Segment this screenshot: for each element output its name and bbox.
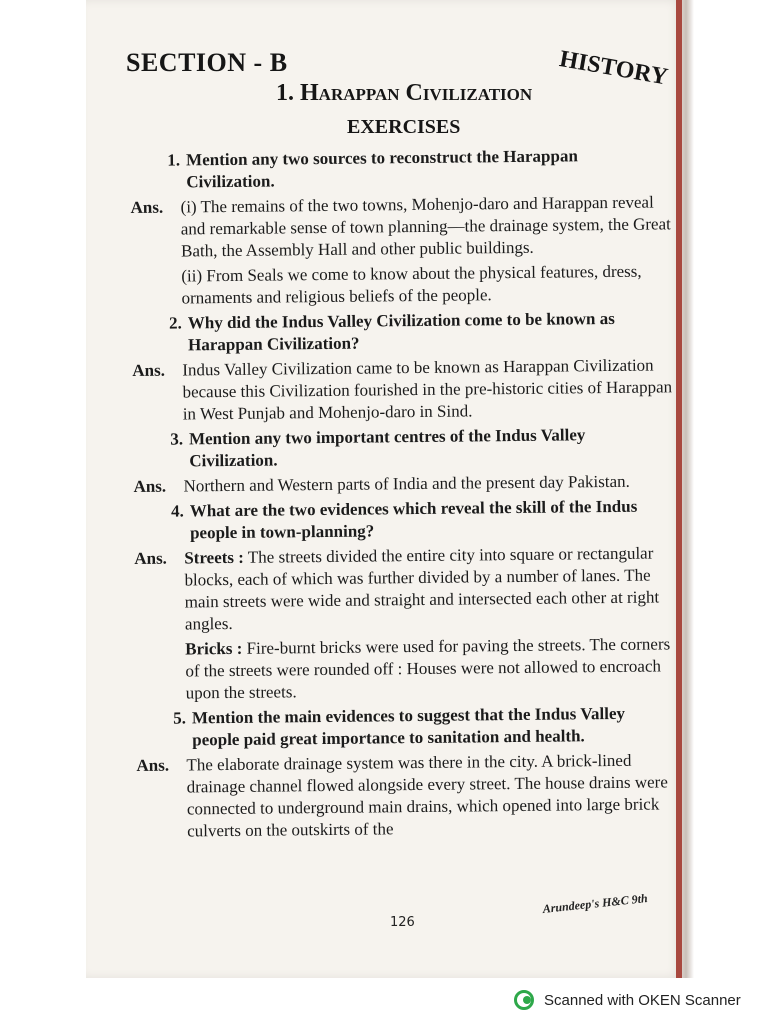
ans-label: Ans. [132,360,166,380]
answer-3 [133,470,673,498]
question-number: 2. [168,313,182,333]
question-5 [136,702,676,752]
publisher-footer: Arundeep's H&C 9th [542,890,649,916]
question-number: 3. [170,429,184,449]
bricks-label: Bricks : [185,638,243,659]
answer-5 [136,749,677,843]
answer-4-part-2 [185,633,676,704]
ans-label: Ans. [133,476,167,496]
scanner-watermark [514,990,741,1010]
ans-label: Ans. [130,197,164,217]
bricks-text: Fire-burnt bricks were used for paving the streets. The corners of the streets were rounded off : Houses were not allowed to encroach upon the streets. [185,634,671,703]
streets-text: The streets divided the entire city into square or rectangular blocks, each of which was further divided by a number of lanes. The main streets were wide and straight and intersected each other at right angles. [184,543,660,634]
section-title: SECTION - B [126,48,288,77]
question-number: 4. [170,501,184,521]
question-text: Mention any two sources to reconstruct the Harappan Civilization. [186,146,578,192]
answer-text: Indus Valley Civilization came to be known as Harappan Civilization because this Civilization fourished in the pre-historic cities of Harappan in West Punjab and Mohenjo-daro in Sind. [182,355,673,424]
question-text: Mention the main evidences to suggest that the Indus Valley people paid great importance to sanitation and health. [191,703,626,750]
scanner-logo-icon [514,990,534,1010]
answer-1 [130,191,671,263]
page-number: 126 [390,915,415,930]
scanner-text: Scanned with OKEN Scanner [544,991,741,1009]
question-text: Mention any two important centres of the Indus Valley Civilization. [188,425,586,471]
question-2 [132,307,672,357]
answer-text [184,542,675,635]
answer-text: Northern and Western parts of India and the present day Pakistan. [183,471,630,496]
exercises-heading: EXERCISES [347,116,461,138]
question-3 [133,423,673,473]
qa-content [130,144,677,846]
page-binding-shadow [682,0,768,978]
ans-label: Ans. [134,548,167,568]
question-1 [130,144,670,194]
answer-4 [134,542,675,636]
ans-label: Ans. [136,755,170,775]
subject-title: HISTORY [557,46,670,91]
question-number: 5. [173,708,187,728]
answer-1-part-2: (ii) From Seals we come to know about the physical features, dress, ornaments and religious beliefs of the people. [181,261,642,308]
answer-text: The elaborate drainage system was there in the city. A brick-lined drainage channel flowed alongside every street. The house drains were connected to underground main drains, which opened into large brick culverts on the outskirts of the [186,750,668,841]
question-number: 1. [167,150,181,170]
chapter-title: 1. Harappan Civilization [276,80,533,106]
question-text: What are the two evidences which reveal the skill of the Indus people in town-planning? [189,496,638,543]
answer-2 [132,354,673,426]
answer-text: (i) The remains of the two towns, Mohenjo-daro and Harappan reveal and remarkable sense of town planning—the drainage system, the Great Bath, the Assembly Hall and other public buildings. [180,192,671,261]
question-4 [134,495,674,545]
streets-label: Streets : [184,547,245,568]
question-text: Why did the Indus Valley Civilization come to be known as Harappan Civilization? [187,308,615,355]
